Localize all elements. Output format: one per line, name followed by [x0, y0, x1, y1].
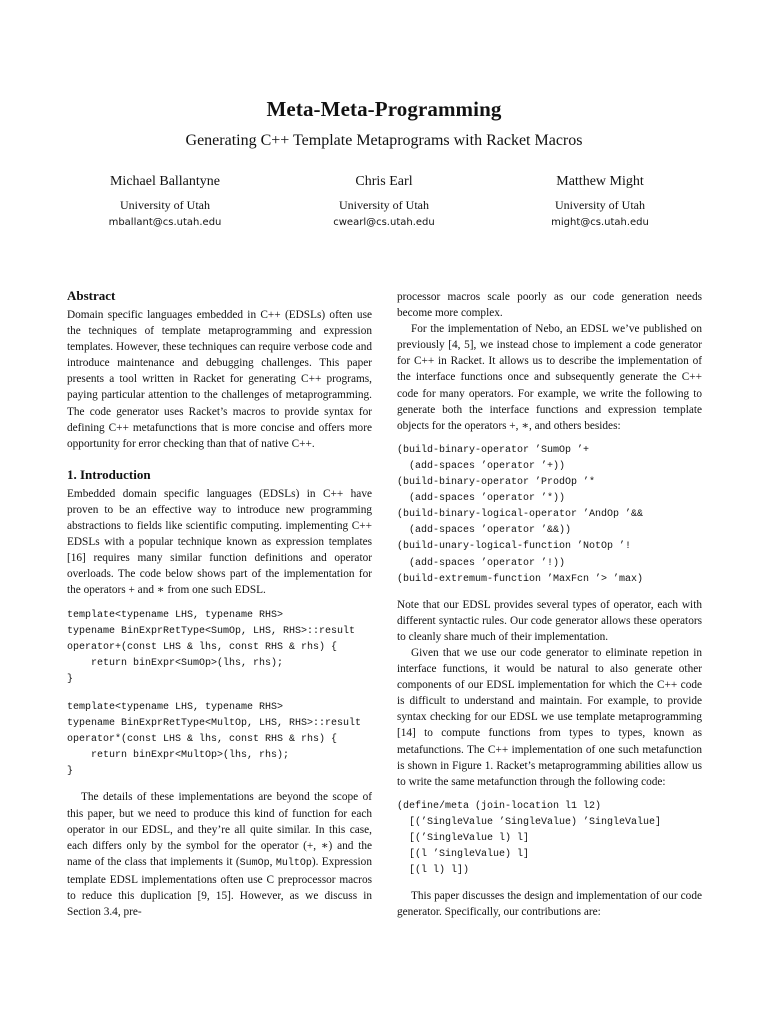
paper-subtitle: Generating C++ Template Metaprograms with Racket Macros — [185, 132, 583, 149]
contributions-paragraph: This paper discusses the design and implementation of our code generator. Specifically, our contributions are: — [397, 890, 702, 919]
code-block-multop: template<typename LHS, typename RHS> typename BinExprRetType<MultOp, LHS, RHS>::result operator*(const LHS & lhs, const RHS & rhs) { return binExpr<MultOp>(lhs, rhs); } — [67, 701, 362, 778]
left-column — [67, 287, 372, 920]
abstract-heading: Abstract — [67, 288, 116, 303]
continued-paragraph: processor macros scale poorly as our code generation needs become more complex. — [397, 291, 702, 320]
inline-code-multop: MultOp — [275, 857, 312, 869]
intro-paragraph: Embedded domain specific languages (EDSLs) in C++ have proven to be an effective way to introduce new programming abstractions to fields like scientific computing. implementing C++ EDSLs with a popular technique known as expression templates [16] requires many similar function definitions and operator overloads. The code below shows part of the implementation for the operators + and ∗ from one such EDSL. — [67, 487, 372, 597]
code-block-racket-operators: (build-binary-operator ’SumOp ’+ (add-spaces ’operator ’+)) (build-binary-operator ’ProdOp ’* (add-spaces ’operator ’*)) (build-binary-logical-operator ’AndOp ’&& (add-spaces ’operator ’&&)) (build-unary-logical-function ’NotOp ’! (add-spaces ’operator ’!)) (build-extremum-function ’MaxFcn ’> ’max) — [397, 444, 644, 585]
nebo-paragraph: For the implementation of Nebo, an EDSL we’ve published on previously [4, 5], we instead chose to implement a code generator for C++ in Racket. It allows us to describe the implementation of the interface functions once and subsequently generate the C++ code for many operators. For example, we write the following to generate both the interface functions and expression template objects for the operators +, ∗, and others besides: — [397, 323, 702, 432]
code-block-sumop: template<typename LHS, typename RHS> typename BinExprRetType<SumOp, LHS, RHS>::result operator+(const LHS & lhs, const RHS & rhs) { return binExpr<SumOp>(lhs, rhs); } — [67, 609, 356, 685]
author-name: Michael Ballantyne — [109, 174, 221, 189]
author-block — [274, 173, 494, 232]
author-block — [55, 173, 275, 232]
edsl-operators-paragraph: Note that our EDSL provides several types of operator, each with different syntactic rules. Our code generator allows these operators to cleanly share much of their implementation. — [397, 598, 702, 643]
author-name: Matthew Might — [556, 174, 644, 189]
details-paragraph: The details of these implementations are beyond the scope of this paper, but we need to produce this kind of function for each operator in our EDSL, and they’re all quite similar. In this case, each differs only by the symbol for the operator (+, ∗) and the name of the class that implements it (SumOp, MultOp). Expression template EDSL implementations often use C preprocessor macros to reduce this duplication [9, 15]. However, as we discuss in Section 3.4, pre- — [67, 791, 372, 919]
author-email: might@cs.utah.edu — [551, 217, 649, 228]
author-affiliation: University of Utah — [339, 198, 429, 212]
abstract-text: Domain specific languages embedded in C++ (EDSLs) often use the techniques of template metaprogramming and expression templates. However, these techniques can require verbose code and introduce maintenance and debugging challenges. This paper presents a tool written in Racket for generating C++ programs, paying particular attention to the challenges of metaprogramming. The code generator uses Racket’s macros to provide syntax for defining C++ metafunctions that is more concise and offers more opportunity for error checking than that of native C++. — [67, 309, 372, 450]
paper-title: Meta-Meta-Programming — [266, 97, 502, 121]
introduction-heading: 1. Introduction — [67, 466, 151, 482]
inline-code-sumop: SumOp — [239, 857, 270, 869]
author-block — [490, 173, 710, 232]
author-affiliation: University of Utah — [555, 198, 645, 212]
right-column — [397, 289, 702, 920]
code-block-define-meta: (define/meta (join-location l1 l2) [(’SingleValue ’SingleValue) ’SingleValue] [(’SingleValue l) l] [(l ’SingleValue) l] [(l l) l]) — [397, 800, 662, 877]
author-email: cwearl@cs.utah.edu — [333, 217, 435, 228]
metafunction-paragraph: Given that we use our code generator to eliminate repetion in interface functions, it would be natural to also generate other components of our EDSL implementation for which the C++ code is difficult to understand and maintain. For example, to provide syntax checking for our EDSL we use template metaprogramming [14] to compute functions from types to types, known as metafunctions. The C++ implementation of one such metafunction is shown in Figure 1. Racket’s metaprogramming abilities allow us to write the same metafunction through the following code: — [397, 646, 702, 788]
author-affiliation: University of Utah — [120, 198, 210, 212]
author-name: Chris Earl — [355, 174, 413, 189]
author-email: mballant@cs.utah.edu — [108, 217, 222, 228]
